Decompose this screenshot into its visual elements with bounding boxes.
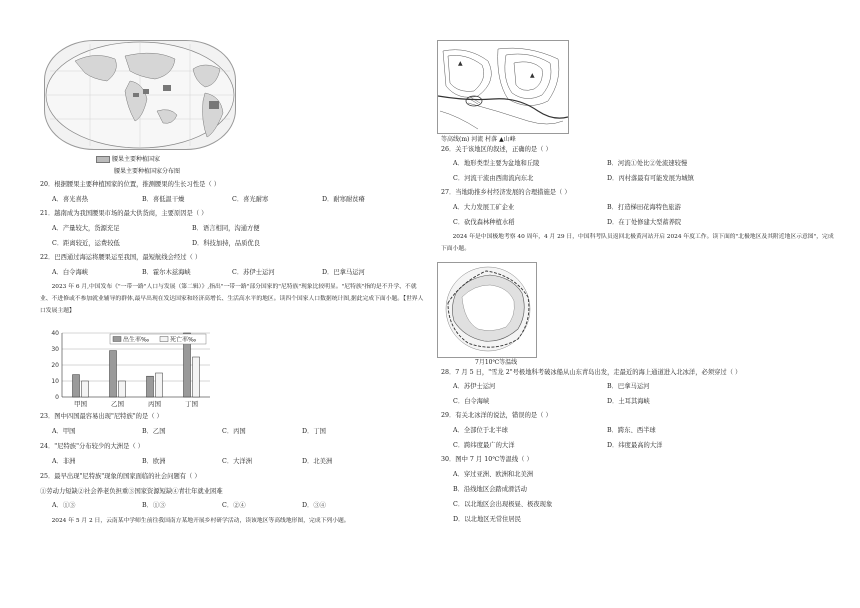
passage-polar: 2024 年是中国极地考察 40 周年，4 月 29 日，中国科考队员返回北极黄河站开启 2024 年度工作。读下面的"北极地区及其附近地区示意图"，完成下面小题。 xyxy=(441,234,834,252)
q26-option-c[interactable]: C．河流干流由西南流向东北 xyxy=(453,175,534,182)
q30-option-c[interactable]: C．以北地区会出现极昼、极夜现象 xyxy=(453,501,553,508)
q29-option-b[interactable]: B．跨东、西半球 xyxy=(607,427,656,434)
population-chart xyxy=(38,327,218,413)
q26-option-a[interactable]: A．地形类型主要为盆地和丘陵 xyxy=(453,160,540,167)
map-legend: 腰果主要种植国家 xyxy=(96,154,160,163)
world-map-svg xyxy=(45,41,235,149)
q21-stem: 21．越南成为我国腰果市场的最大供货商，主要原因是（ ） xyxy=(40,210,208,217)
y-tick-label: 10 xyxy=(51,378,59,385)
q24-option-a[interactable]: A．非洲 xyxy=(52,458,76,465)
q28-option-c[interactable]: C．白令海峡 xyxy=(453,398,490,405)
q23-option-c[interactable]: C．丙国 xyxy=(222,428,246,435)
q28-option-d[interactable]: D．土耳其海峡 xyxy=(607,398,650,405)
q25-items: ①劳动力短缺②社会养老负担重③国家资源短缺④青壮年就业困难 xyxy=(40,488,223,495)
q22-option-c[interactable]: C．苏伊士运河 xyxy=(232,269,275,276)
legend-label-death: 死亡率‰ xyxy=(170,336,197,344)
q22-stem: 22．巴西通过海运将腰果运至我国，最短航线会经过（ ） xyxy=(40,254,202,261)
population-chart-svg xyxy=(38,327,218,413)
polar-legend: 7月10℃等温线 xyxy=(475,359,518,366)
q26-option-b[interactable]: B．河流①处比②处流速较慢 xyxy=(607,160,688,167)
q25-option-d[interactable]: D．③④ xyxy=(302,502,326,509)
x-tick-label: 丙国 xyxy=(148,400,161,408)
q30-stem: 30．图中 7 月 10℃等温线（ ） xyxy=(441,456,533,463)
y-tick-label: 30 xyxy=(51,346,59,353)
q29-option-c[interactable]: C．跨纬度最广的大洋 xyxy=(453,442,515,449)
legend-label-birth: 出生率‰ xyxy=(123,336,150,344)
q22-option-b[interactable]: B．霍尔木兹海峡 xyxy=(142,269,191,276)
polar-map-svg xyxy=(438,263,536,357)
x-tick-label: 乙国 xyxy=(111,400,124,408)
svg-text:▲: ▲ xyxy=(530,72,535,79)
q25-option-c[interactable]: C．②④ xyxy=(222,502,246,509)
q23-option-b[interactable]: B．乙国 xyxy=(142,428,166,435)
x-tick-label: 丁国 xyxy=(185,400,198,408)
q21-option-d[interactable]: D．科技加持，品质优良 xyxy=(192,240,261,247)
y-tick-label: 20 xyxy=(51,362,59,369)
q23-option-d[interactable]: D．丁国 xyxy=(302,428,326,435)
q20-option-d[interactable]: D．耐寒耐贫瘠 xyxy=(322,196,365,203)
q21-option-b[interactable]: B．语言相同，沟通方便 xyxy=(192,225,260,232)
bar-birth xyxy=(110,351,117,397)
y-tick-label: 0 xyxy=(55,394,59,401)
q29-option-d[interactable]: D．纬度最高的大洋 xyxy=(607,442,663,449)
q23-stem: 23．图中四国最容易出现"尼特族"的是（ ） xyxy=(40,413,163,420)
bar-birth xyxy=(73,375,80,397)
q30-option-d[interactable]: D．以北地区无常住居民 xyxy=(453,516,522,523)
polar-map-figure xyxy=(437,262,537,358)
q25-option-b[interactable]: B．①③ xyxy=(142,502,166,509)
q22-option-d[interactable]: D．巴拿马运河 xyxy=(322,269,365,276)
q30-option-a[interactable]: A．穿过亚洲、欧洲和北美洲 xyxy=(453,471,534,478)
legend-swatch-death xyxy=(160,337,168,342)
q26-option-d[interactable]: D．丙村落最有可能发展为城镇 xyxy=(607,175,694,182)
passage-contour: 2024 年 5 月 2 日，云南某中学师生前往我国南方某地开展乡村研学活动，读该地区等高线地形图，完成下列小题。 xyxy=(51,518,350,524)
contour-legend: 等高线(m) 河流 村落 ▲山峰 xyxy=(441,136,516,143)
q28-stem: 28．7 月 5 日，"雪龙 2"号极地科考破冰船从山东青岛出发，走最近的海上通道进入北冰洋，必须穿过（ ） xyxy=(441,369,742,376)
q24-stem: 24．"尼特族"分布较少的大洲是（ ） xyxy=(40,443,144,450)
q20-option-a[interactable]: A．喜光喜热 xyxy=(52,196,89,203)
q21-option-a[interactable]: A．产量较大，货源充足 xyxy=(52,225,120,232)
q26-stem: 26．关于该地区的叙述，正确的是（ ） xyxy=(441,146,552,153)
q21-option-c[interactable]: C．距离较近，运费较低 xyxy=(52,240,120,247)
q29-option-a[interactable]: A．全部位于北半球 xyxy=(453,427,508,434)
q23-option-a[interactable]: A．甲国 xyxy=(52,428,76,435)
q29-stem: 29．有关北冰洋的说法，错误的是（ ） xyxy=(441,412,552,419)
svg-text:▲: ▲ xyxy=(458,60,463,67)
bar-death xyxy=(156,373,163,397)
passage-neet: 2023 年 6 月,中国发布《"一带一路"人口与发展（第二辑）》,指出"一带一路"部分国家的"尼特族"现象比较明显。"尼特族"指的是不升学、不就业、不进修或不参加就业辅导的群体,最早出现在发达国家和经济高增长、生活高水平的地区。读四个国家人口数据统计图,据此完成下面小题。【世界人口发展主题】 xyxy=(40,284,424,314)
bar-death xyxy=(82,381,89,397)
q20-option-b[interactable]: B．喜低温干燥 xyxy=(142,196,185,203)
q27-option-d[interactable]: D．在丁处修建大型蓄养院 xyxy=(607,219,682,226)
map-caption: 腰果主要种植国家分布图 xyxy=(114,168,181,175)
q27-option-b[interactable]: B．打造梯田花海特色旅游 xyxy=(607,204,681,211)
legend-swatch xyxy=(96,156,110,163)
q20-stem: 20．根据腰果主要种植国家的位置，推测腰果的生长习性是（ ） xyxy=(40,181,221,188)
q24-option-d[interactable]: D．北美洲 xyxy=(302,458,333,465)
q27-option-a[interactable]: A．大力发展工矿企业 xyxy=(453,204,515,211)
q24-option-b[interactable]: B．欧洲 xyxy=(142,458,166,465)
y-tick-label: 40 xyxy=(51,330,59,337)
q25-option-a[interactable]: A．①③ xyxy=(52,502,76,509)
contour-map-svg xyxy=(438,41,568,133)
q28-option-a[interactable]: A．苏伊士运河 xyxy=(453,383,496,390)
q24-option-c[interactable]: C．大洋洲 xyxy=(222,458,253,465)
q27-option-c[interactable]: C．砍伐森林种植水稻 xyxy=(453,219,515,226)
q20-option-c[interactable]: C．喜光耐寒 xyxy=(232,196,269,203)
q27-stem: 27．当地助推乡村经济发展的合理措施是（ ） xyxy=(441,189,571,196)
q30-option-b[interactable]: B．沿线地区会踏成滑活动 xyxy=(453,486,527,493)
world-map-figure xyxy=(44,40,236,150)
contour-map-figure xyxy=(437,40,569,134)
q25-stem: 25．最早出现"尼特族"现象的国家面临的社会问题有（ ） xyxy=(40,473,201,480)
q28-option-b[interactable]: B．巴拿马运河 xyxy=(607,383,650,390)
bar-birth xyxy=(147,376,154,397)
bar-death xyxy=(119,381,126,397)
q22-option-a[interactable]: A．白令海峡 xyxy=(52,269,89,276)
bar-death xyxy=(193,357,200,397)
x-tick-label: 甲国 xyxy=(74,400,87,408)
legend-swatch-birth xyxy=(113,337,121,342)
